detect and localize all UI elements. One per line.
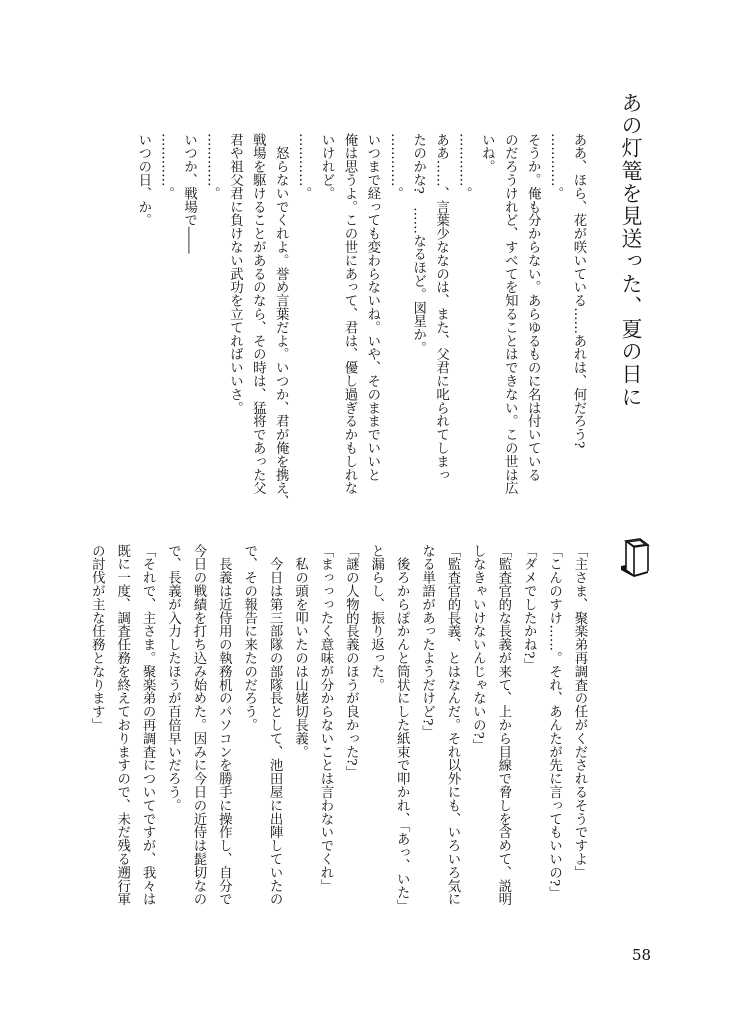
text-line: なる単語があったようだけど?」 [419, 544, 435, 739]
box-icon [618, 537, 650, 577]
text-line: …………。 [387, 133, 403, 200]
text-line: 怒らないでくれよ。誉め言葉だよ。いつか、君が俺を携え、 [273, 133, 289, 509]
text-line: 戦場を駆けることがあるのなら、その時は、猛将であった父 [250, 133, 266, 495]
text-line: …………。 [158, 133, 174, 200]
page-number: 58 [632, 946, 652, 964]
text-line: で、長義が入力したほうが百倍早いだろう。 [165, 544, 181, 812]
text-line: 「主さま、聚楽弟再調査の任がくだされるそうですよ」 [572, 544, 587, 879]
text-line: 「監査官的長義、とはなんだ。それ以外にも、いろいろ気に [444, 544, 460, 906]
text-line: 今日は第三部隊の部隊長として、池田屋に出陣していたの [267, 544, 283, 906]
chapter-title: あの灯篭を見送った、夏の日に [619, 92, 643, 409]
text-line: ああ、ほら、花が咲いている……あれは、何だろう? [571, 133, 586, 449]
text-line: しなきゃいけないんじゃないの?」 [470, 544, 486, 753]
text-line: 今日の戦績を打ち込み始めた。因みに今日の近侍は髭切なの [190, 544, 206, 906]
text-line: そうか。俺も分からない。あらゆるものに名は付いている [525, 133, 541, 482]
text-line: …………。 [204, 133, 220, 200]
text-line: …………。 [456, 133, 472, 200]
text-line: で、その報告に来たのだろう。 [241, 544, 257, 732]
text-line: 後ろからぽかんと筒状にした紙束で叩かれ、「あっ、いた」 [394, 544, 410, 913]
text-line: いね。 [479, 133, 495, 174]
text-line: 「こんのすけ……。それ、あんたが先に言ってもいいの?」 [546, 544, 562, 900]
text-line: の討伐が主な任務となります」 [89, 544, 105, 732]
text-line: たのかな? ……なるほど。図星か。 [410, 133, 426, 355]
text-line: 私の頭を叩いたのは山姥切長義。 [292, 544, 308, 759]
text-line: …………。 [296, 133, 312, 200]
top-section [131, 133, 589, 508]
text-line: と漏らし、振り返った。 [368, 544, 384, 692]
text-line: 俺は思うよ。この世にあって、君は、優し過ぎるかもしれな [341, 133, 357, 495]
text-line: …………。 [548, 133, 564, 200]
text-line: いつの日、か。 [135, 133, 151, 227]
text-line: のだろうけれど、すべてを知ることはできない。この世は広 [502, 133, 518, 495]
text-line: いけれど。 [319, 133, 335, 200]
text-line: 「ダメでしたかね?」 [521, 544, 537, 672]
text-line: 「まっっったく意味が分からないことは言わないでくれ」 [317, 544, 333, 893]
text-line: 「監査官的な長義が来て、上から目線で脅しを含めて、説明 [495, 544, 511, 906]
bottom-section [84, 544, 592, 913]
text-line: 「謎の人物的長義のほうが良かった?」 [343, 544, 359, 779]
text-line: いつまで経っても変わらないね。いや、そのままでいいと [364, 133, 380, 482]
text-line: いつか、戦場で―― [181, 133, 197, 254]
text-line: 長義は近侍用の執務机のパソコンを勝手に操作し、自分で [216, 544, 232, 906]
text-line: 「それで、主さま。聚楽弟の再調査についてですが、我々は [140, 544, 156, 906]
text-line: 君や祖父君に負けない武功を立てればいいさ。 [227, 133, 243, 415]
text-line: ああ……、言葉少ななのは、また、父君に叱られてしまっ [433, 133, 449, 482]
text-line: 既に一度、調査任務を終えておりますので、未だ残る遡行軍 [114, 544, 130, 906]
